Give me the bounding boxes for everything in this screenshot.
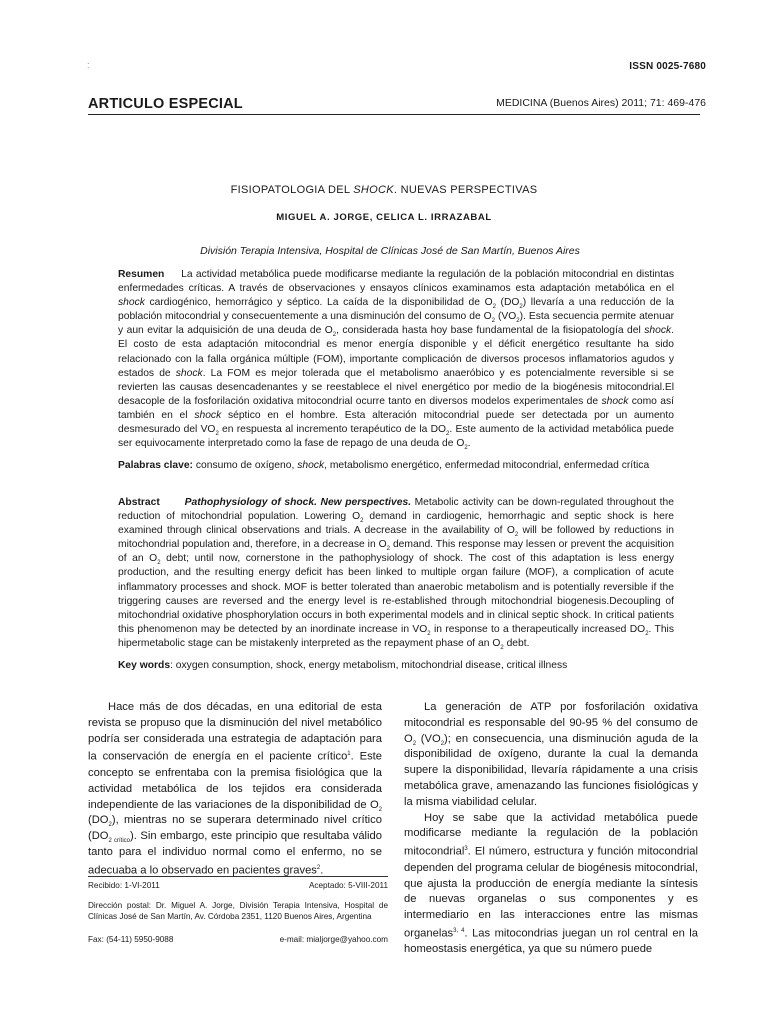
accepted-date: Aceptado: 5-VIII-2011 bbox=[308, 881, 388, 890]
palabras-clave: Palabras clave: consumo de oxígeno, shock, metabolismo energético, enfermedad mitocondrial, enfermedad crítica bbox=[118, 460, 650, 471]
corner-mark: : bbox=[87, 60, 90, 70]
section-heading: ARTICULO ESPECIAL bbox=[88, 96, 243, 112]
body-column-left: Hace más de dos décadas, en una editorial de esta revista se propuso que la disminución del nivel metabólico podría ser considerada una estrategia de adaptación para la conservación de energía en el paciente crítico$^1$. Este concepto se enfrentaba con la premisa fisiológica que la actividad metabólica de los tejidos era considerada independiente de las variaciones de la disponibilidad de $O_2$ $(DO_2)$, mientras no se superara determinado nivel crítico $(DO_{2 crítico})$. Sin embargo, este principio que resultaba válido tanto para el individuo normal como el enfermo, no se adecuaba a lo observado en pacientes graves$^2$. bbox=[88, 701, 382, 877]
footnote-address: Dirección postal: Dr. Miguel A. Jorge, División Terapia Intensiva, Hospital de Clínicas José de San Martín, Av. Córdoba 2351, 1120 Buenos Aires, Argentina bbox=[88, 901, 388, 922]
abstract-label: Abstract bbox=[118, 497, 160, 508]
header-rule bbox=[88, 114, 700, 115]
key-words: Key words: oxygen consumption, shock, energy metabolism, mitochondrial disease, critical illness bbox=[118, 660, 568, 671]
article-affiliation: División Terapia Intensiva, Hospital de Clínicas José de San Martín, Buenos Aires bbox=[200, 245, 580, 257]
body-column-right: La generación de ATP por fosforilación oxidativa mitocondrial es responsable del 90-95 % del consumo de $O_2$ $(VO_2)$; en consecuencia, una disminución aguda de la disponibilidad de oxígeno, durante la cual la demanda supere la disponibilidad, llevaría rápidamente a una crisis metabólica grave, amenazando las funciones fisiológicas y la misma viabilidad celular. Hoy se sabe que la actividad metabólica puede modificarse mediante la regulación de la población mitocondrial$^3$. El número, estructura y función mitocondrial dependen del programa celular de biogénesis mitocondrial, que ajusta la producción de energía mediante la síntesis de nuevas organelas o sus componentes y es intermediario en las interacciones entre las mismas organelas$^{3, 4}$. Las mitocondrias juegan un rol central en la homeostasis energética, ya que su número puede bbox=[404, 701, 699, 956]
resumen-label: Resumen bbox=[118, 269, 165, 280]
received-date: Recibido: 1-VI-2011 bbox=[88, 881, 160, 890]
email-address: e-mail: mialjorge@yahoo.com bbox=[279, 935, 388, 944]
issn: ISSN 0025-7680 bbox=[629, 61, 706, 72]
palabras-clave-label: Palabras clave: bbox=[118, 460, 193, 471]
key-words-label: Key words bbox=[118, 660, 171, 671]
fax-number: Fax: (54-11) 5950-9088 bbox=[88, 935, 174, 944]
article-authors: MIGUEL A. JORGE, CELICA L. IRRAZABAL bbox=[276, 212, 492, 223]
journal-reference: MEDICINA (Buenos Aires) 2011; 71: 469-476 bbox=[496, 97, 706, 109]
resumen: Resumen La actividad metabólica puede modificarse mediante la regulación de la población mitocondrial en distintas enfermedades críticas. A través de observaciones y ensayos clínicos examinamos esta adaptación metabólica en el shock cardiogénico, hemorrágico y séptico. La caída de la disponibilidad de $O_2$ $(DO_2)$ llevaría a una reducción de la población mitocondrial y consecuentemente a una disminución del consumo de $O_2$ $(VO_2)$. Esta secuencia permite atenuar y aun evitar la adquisición de una deuda de $O_2$, considerada hasta hoy base fundamental de la fisiopatología del shock. El costo de esta adaptación mitocondrial es menor energía disponible y el déficit energético resultante ha sido relacionado con la falla orgánica múltiple (FOM), importante complicación de diversos procesos inflamatorios agudos y estados de shock. La FOM es mejor tolerada que el metabolismo anaeróbico y es potencialmente reversible si se revierten las causas desencadenantes y se reestablece el nivel energético por medio de la biogénesis mitocondrial.El desacople de la fosforilación oxidativa mitocondrial ocurre tanto en diversos modelos experimentales de shock como así también en el shock séptico en el hombre. Esta alteración mitocondrial puede ser detectada por un aumento desmesurado del $VO_2$ en respuesta al incremento terapéutico de la $DO_2$. Este aumento de la actividad metabólica puede ser equivocamente interpretado como la fase de repago de una deuda de $O_2$. bbox=[118, 269, 675, 452]
article-title: FISIOPATOLOGIA DEL SHOCK. NUEVAS PERSPECTIVAS bbox=[230, 184, 538, 196]
abstract-title: Pathophysiology of shock. New perspectives. bbox=[184, 497, 412, 508]
footnote-rule bbox=[88, 876, 388, 877]
abstract: Abstract Pathophysiology of shock. New perspectives. Metabolic activity can be down-regulated throughout the reduction of mitochondrial population. Lowering $O_2$ demand in cardiogenic, hemorrhagic and septic shock is here examined through clinical observations and trials. A decrease in the availability of $O_2$ will be followed by reductions in mitochondrial population and, therefore, in a decrease in $O_2$ demand. This response may lessen or prevent the acquisition of an $O_2$ debt; until now, cornerstone in the pathophysiology of shock. The cost of this adaptation is less energy production, and the resulting energy deficit has been linked to multiple organ failure (MOF), a complication of acute inflammatory processes and shock. MOF is better tolerated than anaerobic metabolism and is potentially reversible if the triggering causes are reversed and the energy level is re-established through mitochondrial biogenesis.Decoupling of mitochondrial oxidative phosphorylation occurs in both experimental models and in clinical septic shock. In critical patients this phenomenon may be detected by an inordinate increase in $VO_2$ in response to a therapeutically increased $DO_2$. This hipermetabolic stage can be mistakenly interpreted as the repayment phase of an $O_2$ debt. bbox=[118, 497, 675, 651]
footnote-dates bbox=[88, 880, 388, 891]
footnote-contact bbox=[88, 934, 388, 945]
